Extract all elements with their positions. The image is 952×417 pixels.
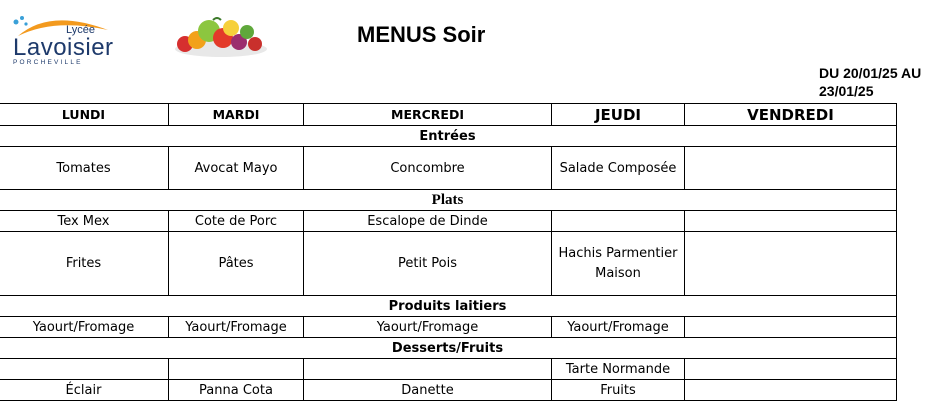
table-cell: Pâtes [169,232,304,296]
logo-lycee-text: Lycée [66,24,95,36]
day-header-vendredi: VENDREDI [685,104,897,126]
fruit-bowl-image [173,16,269,58]
table-cell [0,359,169,380]
table-cell [685,380,897,401]
table-cell: Yaourt/Fromage [169,317,304,338]
table-cell [685,317,897,338]
table-row-plats-1 [0,211,897,232]
date-range-line2: 23/01/25 [819,83,874,99]
table-cell [685,147,897,190]
table-cell: Avocat Mayo [169,147,304,190]
table-cell: Yaourt/Fromage [552,317,685,338]
day-header-mercredi: MERCREDI [304,104,552,126]
table-cell: Panna Cota [169,380,304,401]
table-cell: Petit Pois [304,232,552,296]
table-cell [304,359,552,380]
table-cell: Danette [304,380,552,401]
table-row-laitiers [0,317,897,338]
date-range [819,64,952,100]
table-cell: Yaourt/Fromage [0,317,169,338]
section-entrees: Entrées [0,126,897,147]
section-row-laitiers [0,296,897,317]
table-cell: Salade Composée [552,147,685,190]
section-row-entrees [0,126,897,147]
day-header-jeudi: JEUDI [552,104,685,126]
table-cell [169,359,304,380]
table-row-desserts-1 [0,359,897,380]
table-cell: Tarte Normande [552,359,685,380]
table-cell: Fruits [552,380,685,401]
table-row-desserts-2 [0,380,897,401]
table-cell: Tex Mex [0,211,169,232]
table-cell: Frites [0,232,169,296]
logo-lavoisier-text: Lavoisier [13,34,114,61]
logo-porcheville-text: PORCHEVILLE [13,59,83,66]
day-header-lundi: LUNDI [0,104,169,126]
table-row-entrees [0,147,897,190]
date-range-line1: DU 20/01/25 AU [819,65,922,81]
section-desserts: Desserts/Fruits [0,338,897,359]
section-row-desserts [0,338,897,359]
table-cell: Cote de Porc [169,211,304,232]
day-header-mardi: MARDI [169,104,304,126]
table-cell [685,359,897,380]
table-cell [685,211,897,232]
table-cell: Éclair [0,380,169,401]
page-title: MENUS Soir [357,22,486,47]
table-cell: Yaourt/Fromage [304,317,552,338]
table-cell [552,211,685,232]
table-cell [685,232,897,296]
lycee-lavoisier-logo [10,14,114,70]
table-row-plats-2 [0,232,897,296]
section-plats: Plats [0,190,897,211]
days-header-row [0,104,897,126]
table-cell: Escalope de Dinde [304,211,552,232]
menu-table [0,103,897,401]
table-cell: Hachis Parmentier Maison [552,232,685,296]
table-cell: Tomates [0,147,169,190]
section-row-plats [0,190,897,211]
section-laitiers: Produits laitiers [0,296,897,317]
table-cell: Concombre [304,147,552,190]
